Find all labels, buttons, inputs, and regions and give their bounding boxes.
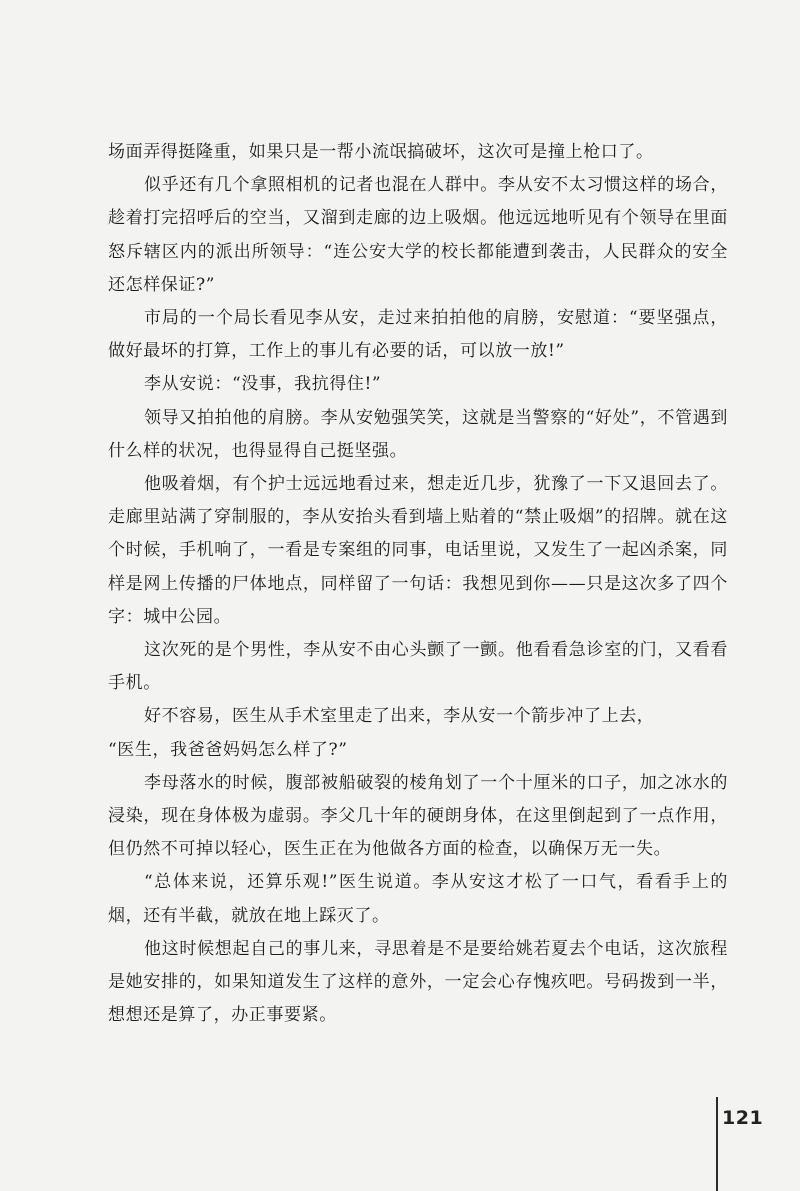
- body-text: [108, 136, 728, 1032]
- paragraph-2: 似乎还有几个拿照相机的记者也混在人群中。李从安不太习惯这样的场合，趁着打完招呼后的空当，又溜到走廊的边上吸烟。他远远地听见有个领导在里面怒斥辖区内的派出所领导：“连公安大学的校长都能遭到袭击，人民群众的安全还怎样保证?”: [108, 175, 728, 295]
- paragraph-12: 他这时候想起自己的事儿来，寻思着是不是要给姚若夏去个电话，这次旅程是她安排的，如果知道发生了这样的意外，一定会心存愧疚吧。号码拨到一半，想想还是算了，办正事要紧。: [108, 938, 728, 1026]
- paragraph-11: “总体来说，还算乐观!”医生说道。李从安这才松了一口气，看看手上的烟，还有半截，就放在地上踩灭了。: [108, 872, 728, 926]
- paragraph-4: 李从安说：“没事，我抗得住!”: [144, 374, 382, 395]
- paragraph-8: 好不容易，医生从手术室里走了出来，李从安一个箭步冲了上去，: [144, 706, 655, 727]
- page-number: 121: [722, 1107, 764, 1129]
- paragraph-6: 他吸着烟，有个护士远远地看过来，想走近几步，犹豫了一下又退回去了。走廊里站满了穿制服的，李从安抬头看到墙上贴着的“禁止吸烟”的招牌。就在这个时候，手机响了，一看是专案组的同事，电话里说，又发生了一起凶杀案，同样是网上传播的尸体地点，同样留了一句话：我想见到你——只是这次多了四个字：城中公园。: [108, 474, 728, 627]
- paragraph-10: 李母落水的时候，腹部被船破裂的棱角划了一个十厘米的口子，加之冰水的浸染，现在身体极为虚弱。李父几十年的硬朗身体，在这里倒起到了一点作用，但仍然不可掉以轻心，医生正在为他做各方面的检查，以确保万无一失。: [108, 772, 728, 860]
- paragraph-1: 场面弄得挺隆重，如果只是一帮小流氓搞破坏，这次可是撞上枪口了。: [108, 142, 654, 162]
- paragraph-5: 领导又拍拍他的肩膀。李从安勉强笑笑，这就是当警察的“好处”，不管遇到什么样的状况，也得显得自己挺坚强。: [108, 407, 728, 461]
- paragraph-9: “医生，我爸爸妈妈怎么样了?”: [108, 739, 348, 760]
- paragraph-3: 市局的一个局长看见李从安，走过来拍拍他的肩膀，安慰道：“要坚强点，做好最坏的打算，工作上的事儿有必要的话，可以放一放!”: [108, 308, 728, 362]
- paragraph-7: 这次死的是个男性，李从安不由心头颤了一颤。他看看急诊室的门，又看看手机。: [108, 640, 728, 694]
- page-number-divider: [716, 1097, 718, 1191]
